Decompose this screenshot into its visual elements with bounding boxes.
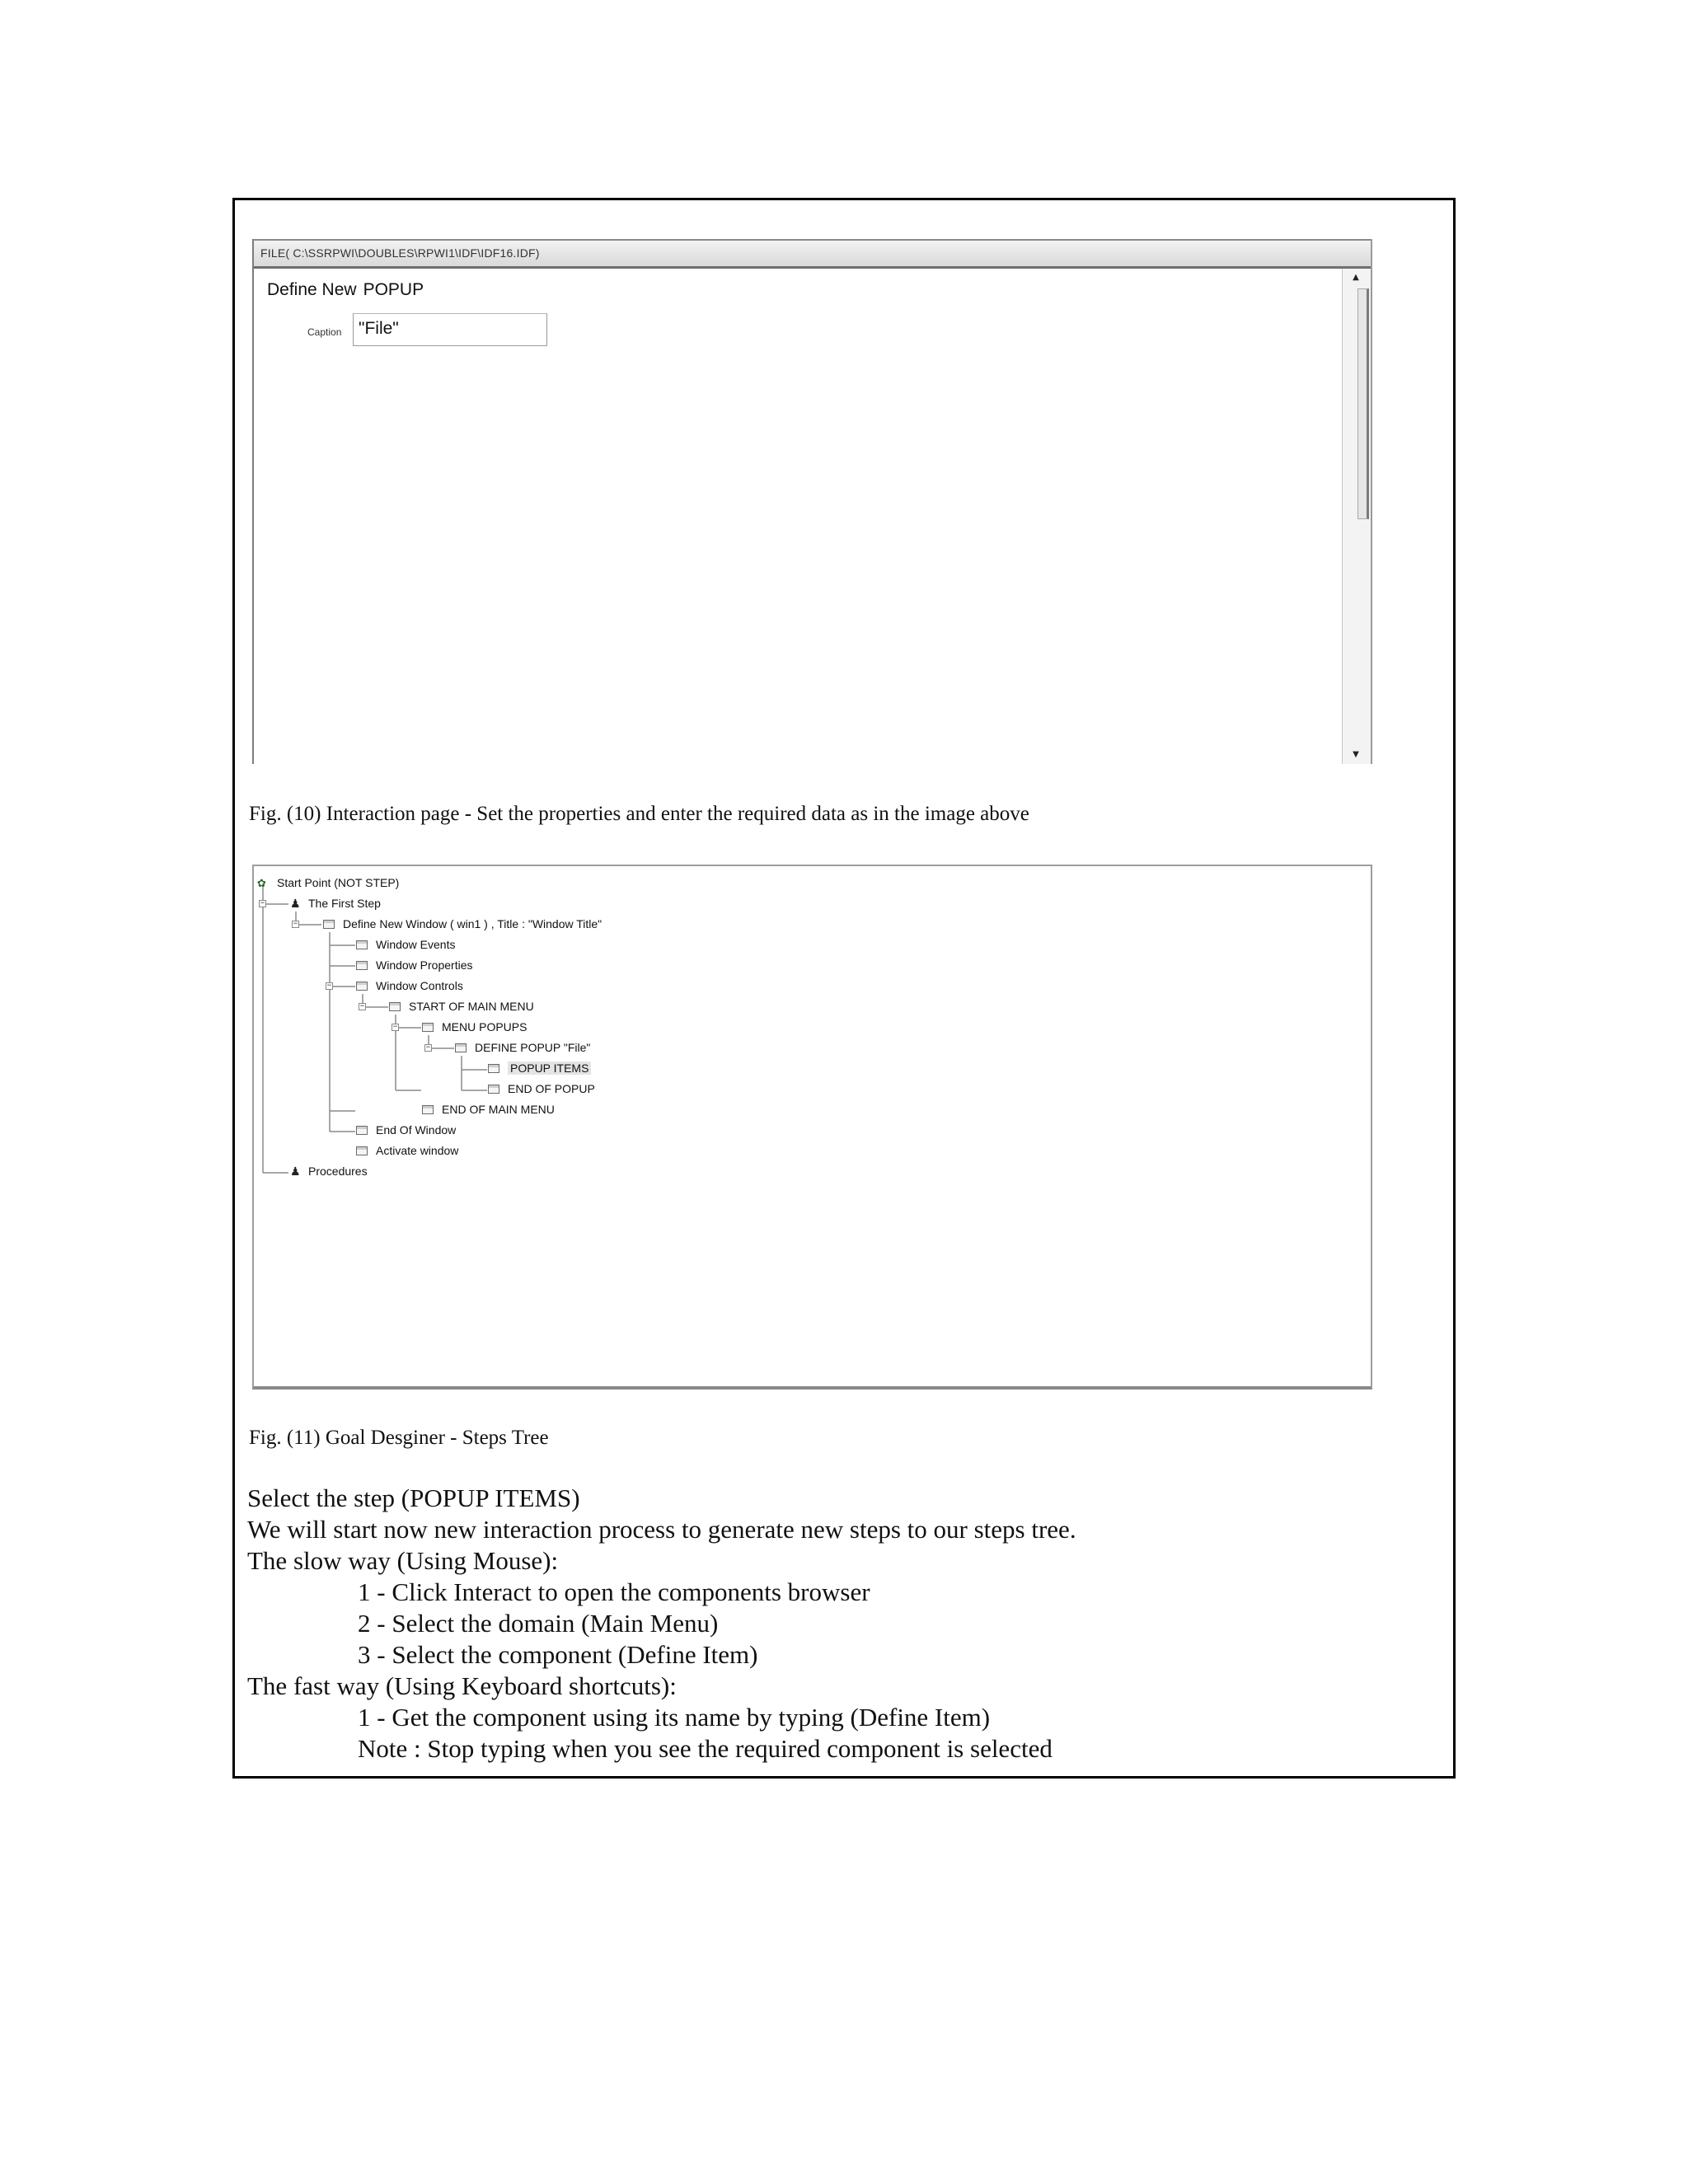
tree-item-procedures[interactable]: ♟ Procedures: [290, 1165, 368, 1179]
tree-item-start-point[interactable]: ✿ Start Point (NOT STEP): [257, 876, 400, 890]
steps-tree-panel: [252, 865, 1372, 1390]
instruction-line-6: 3 - Select the component (Define Item): [358, 1640, 758, 1669]
figure-10-caption: Fig. (10) Interaction page - Set the properties and enter the required data as in the image above: [249, 803, 1029, 825]
caption-input[interactable]: "File": [353, 313, 547, 346]
instruction-line-2: We will start now new interaction process to generate new steps to our steps tree.: [247, 1515, 1076, 1544]
tree-item-activate-window[interactable]: Activate window: [356, 1144, 458, 1157]
figure-11-caption: Fig. (11) Goal Desginer - Steps Tree: [249, 1427, 549, 1449]
tree-item-menu-popups[interactable]: MENU POPUPS: [422, 1020, 527, 1033]
caption-label: Caption: [307, 326, 342, 338]
step-node-icon: [488, 1064, 499, 1073]
start-point-icon: ✿: [257, 878, 266, 890]
window-titlebar: [254, 239, 1371, 269]
tree-item-window-events[interactable]: Window Events: [356, 938, 455, 951]
tree-item-define-popup-file[interactable]: DEFINE POPUP "File": [455, 1041, 590, 1054]
tree-item-window-controls[interactable]: Window Controls: [356, 979, 463, 992]
scroll-thumb[interactable]: [1357, 288, 1369, 519]
interaction-content: [254, 269, 1341, 764]
expander-icon[interactable]: −: [359, 1002, 365, 1010]
instruction-line-5: 2 - Select the domain (Main Menu): [358, 1609, 719, 1638]
tree-item-end-of-window[interactable]: End Of Window: [356, 1123, 456, 1137]
tree-item-define-window[interactable]: Define New Window ( win1 ) , Title : "Window Title": [323, 917, 602, 930]
interaction-page-window: [252, 239, 1372, 764]
instruction-line-3: The slow way (Using Mouse):: [247, 1546, 559, 1575]
expander-icon[interactable]: −: [260, 899, 265, 907]
step-node-icon: [356, 1146, 368, 1155]
instruction-line-4: 1 - Click Interact to open the components browser: [358, 1577, 870, 1606]
scroll-down-icon[interactable]: ▼: [1353, 750, 1359, 759]
expander-icon[interactable]: −: [326, 982, 332, 990]
step-node-icon: [356, 1126, 368, 1135]
tree-item-popup-items[interactable]: POPUP ITEMS: [488, 1062, 591, 1075]
expander-icon[interactable]: −: [425, 1043, 431, 1052]
page-heading: [267, 280, 424, 300]
step-node-icon: [422, 1023, 434, 1032]
step-node-icon: [356, 940, 368, 949]
expander-icon[interactable]: −: [392, 1023, 398, 1031]
step-node-icon: [455, 1043, 467, 1052]
expander-icon[interactable]: −: [293, 920, 298, 928]
tree-item-start-main-menu[interactable]: START OF MAIN MENU: [389, 1000, 534, 1013]
instruction-line-8: 1 - Get the component using its name by typing (Define Item): [358, 1703, 991, 1732]
window-title: FILE( C:\SSRPWI\DOUBLES\RPWI1\IDF\IDF16.IDF): [260, 246, 540, 260]
tree-item-first-step[interactable]: ♟ The First Step: [290, 897, 381, 911]
tree-item-window-properties[interactable]: Window Properties: [356, 958, 473, 972]
tree-item-end-of-popup[interactable]: END OF POPUP: [488, 1082, 595, 1095]
instruction-line-1: Select the step (POPUP ITEMS): [247, 1483, 580, 1512]
step-node-icon: [488, 1085, 499, 1094]
tree-item-end-main-menu[interactable]: END OF MAIN MENU: [422, 1103, 555, 1116]
step-node-icon: [356, 961, 368, 970]
scroll-up-icon[interactable]: ▲: [1353, 273, 1359, 282]
step-node-icon: [356, 982, 368, 991]
heading-type: POPUP: [363, 280, 424, 299]
step-node-icon: [422, 1105, 434, 1114]
instruction-line-9: Note : Stop typing when you see the required component is selected: [358, 1734, 1053, 1763]
step-person-icon: ♟: [290, 898, 301, 911]
instruction-line-7: The fast way (Using Keyboard shortcuts):: [247, 1671, 677, 1700]
step-node-icon: [389, 1002, 401, 1011]
step-person-icon: ♟: [290, 1165, 301, 1179]
heading-define: Define New: [267, 280, 357, 299]
vertical-scrollbar[interactable]: [1342, 269, 1371, 764]
step-node-icon: [323, 920, 335, 929]
